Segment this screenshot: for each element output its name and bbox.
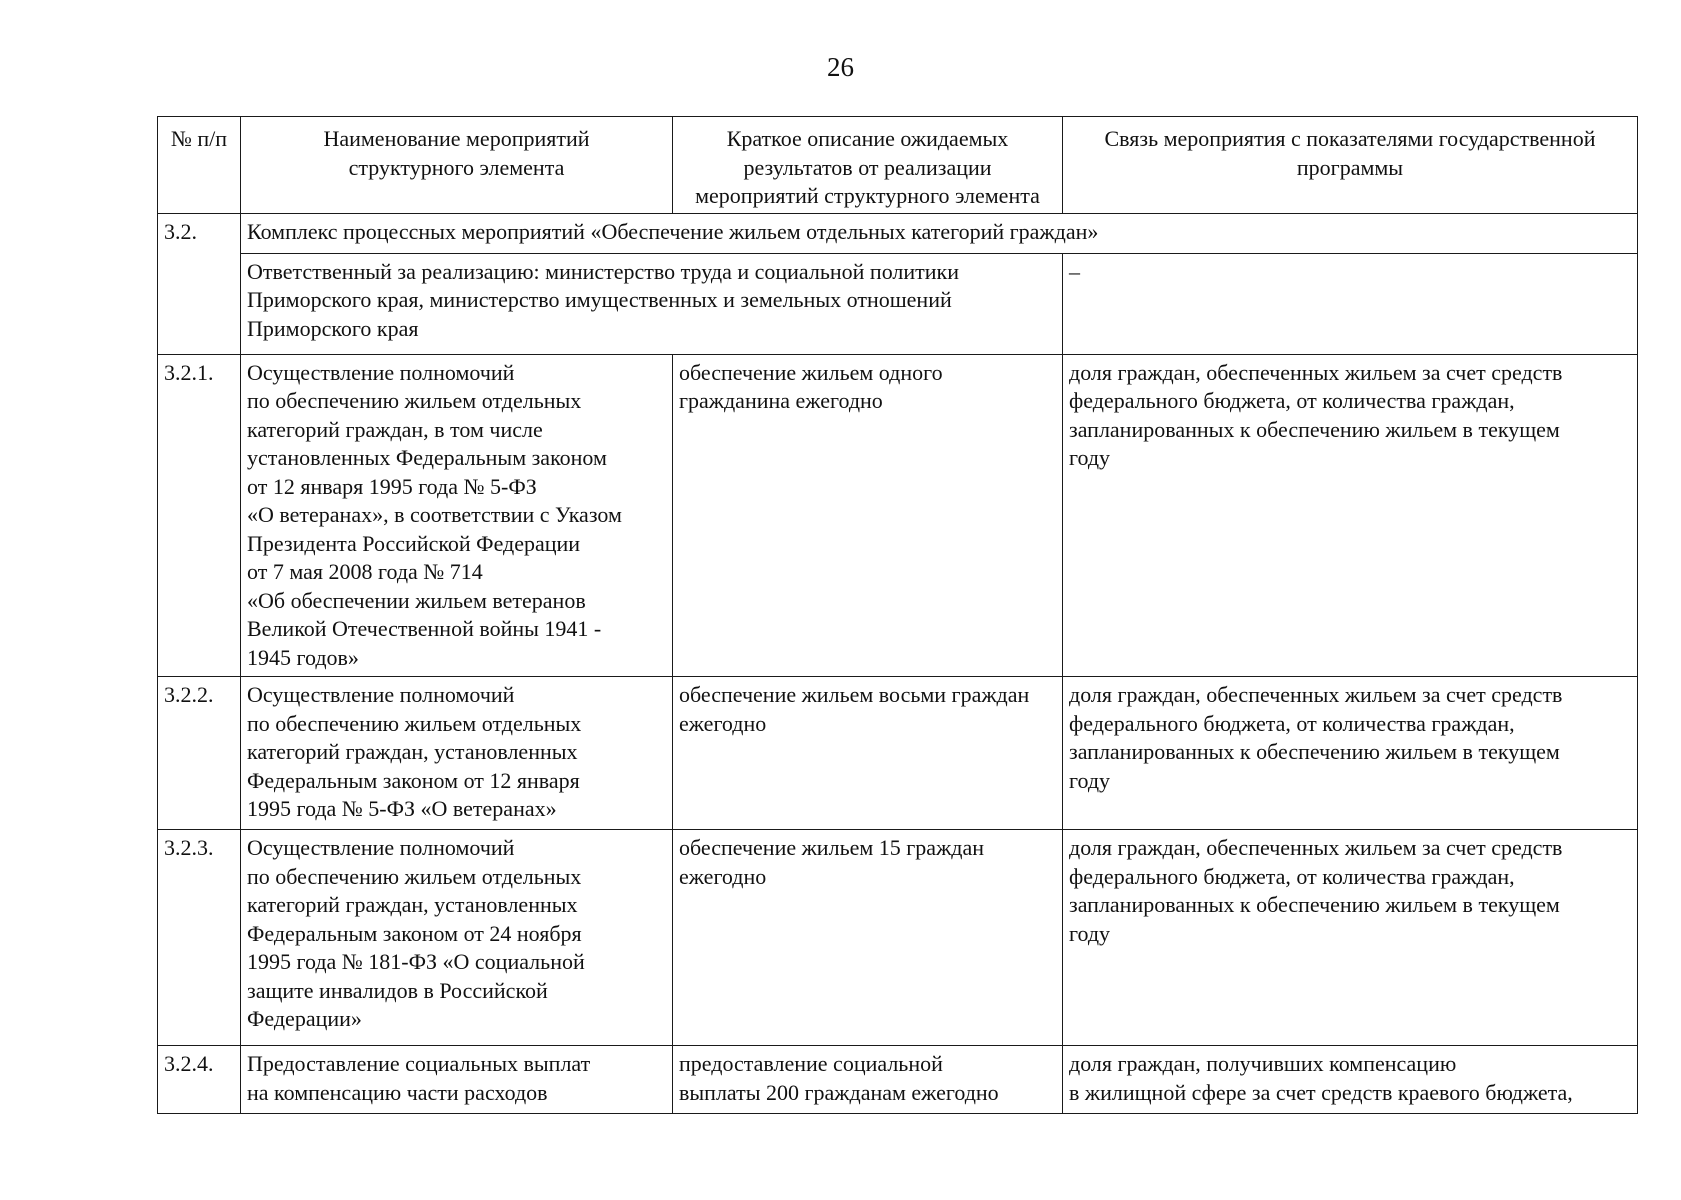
table-row <box>158 354 1638 677</box>
row-link: доля граждан, получивших компенсацию в жилищной сфере за счет средств краевого бюджета, <box>1063 1046 1638 1114</box>
header-link: Связь мероприятия с показателями государственной программы <box>1063 117 1638 214</box>
row-name: Предоставление социальных выплат на компенсацию части расходов <box>241 1046 673 1114</box>
row-name: Осуществление полномочий по обеспечению жильем отдельных категорий граждан, в том числе установленных Федеральным законом от 12 января 1995 года № 5-ФЗ «О ветеранах», в соответствии с Указом Президента Российской Федерации от 7 мая 2008 года № 714 «Об обеспечении жильем ветеранов Великой Отечественной войны 1941 - 1945 годов» <box>241 354 673 677</box>
measures-table <box>157 116 1638 1114</box>
section-num: 3.2. <box>158 213 241 354</box>
row-description: обеспечение жильем 15 граждан ежегодно <box>673 830 1063 1046</box>
section-responsible-link: – <box>1063 253 1638 354</box>
row-num: 3.2.1. <box>158 354 241 677</box>
row-name: Осуществление полномочий по обеспечению жильем отдельных категорий граждан, установленных Федеральным законом от 12 января 1995 года № 5-ФЗ «О ветеранах» <box>241 677 673 830</box>
section-responsible: Ответственный за реализацию: министерство труда и социальной политики Приморского края, министерство имущественных и земельных отношений Приморского края <box>241 253 1063 354</box>
page-number: 26 <box>827 52 854 82</box>
section-responsible-row <box>158 253 1638 354</box>
header-name: Наименование мероприятий структурного элемента <box>241 117 673 214</box>
table-header-row <box>158 117 1638 214</box>
section-title: Комплекс процессных мероприятий «Обеспечение жильем отдельных категорий граждан» <box>241 213 1638 253</box>
row-num: 3.2.4. <box>158 1046 241 1114</box>
row-link: доля граждан, обеспеченных жильем за счет средств федерального бюджета, от количества граждан, запланированных к обеспечению жильем в текущем году <box>1063 354 1638 677</box>
header-num: № п/п <box>158 117 241 214</box>
table-row <box>158 1046 1638 1114</box>
section-title-row <box>158 213 1638 253</box>
row-name: Осуществление полномочий по обеспечению жильем отдельных категорий граждан, установленных Федеральным законом от 24 ноября 1995 года № 181-ФЗ «О социальной защите инвалидов в Российской Федерации» <box>241 830 673 1046</box>
table-row <box>158 677 1638 830</box>
row-link: доля граждан, обеспеченных жильем за счет средств федерального бюджета, от количества граждан, запланированных к обеспечению жильем в текущем году <box>1063 677 1638 830</box>
row-num: 3.2.2. <box>158 677 241 830</box>
table-row <box>158 830 1638 1046</box>
row-description: обеспечение жильем восьми граждан ежегодно <box>673 677 1063 830</box>
header-description: Краткое описание ожидаемых результатов от реализации мероприятий структурного элемента <box>673 117 1063 214</box>
row-link: доля граждан, обеспеченных жильем за счет средств федерального бюджета, от количества граждан, запланированных к обеспечению жильем в текущем году <box>1063 830 1638 1046</box>
row-num: 3.2.3. <box>158 830 241 1046</box>
row-description: обеспечение жильем одного гражданина ежегодно <box>673 354 1063 677</box>
row-description: предоставление социальной выплаты 200 гражданам ежегодно <box>673 1046 1063 1114</box>
